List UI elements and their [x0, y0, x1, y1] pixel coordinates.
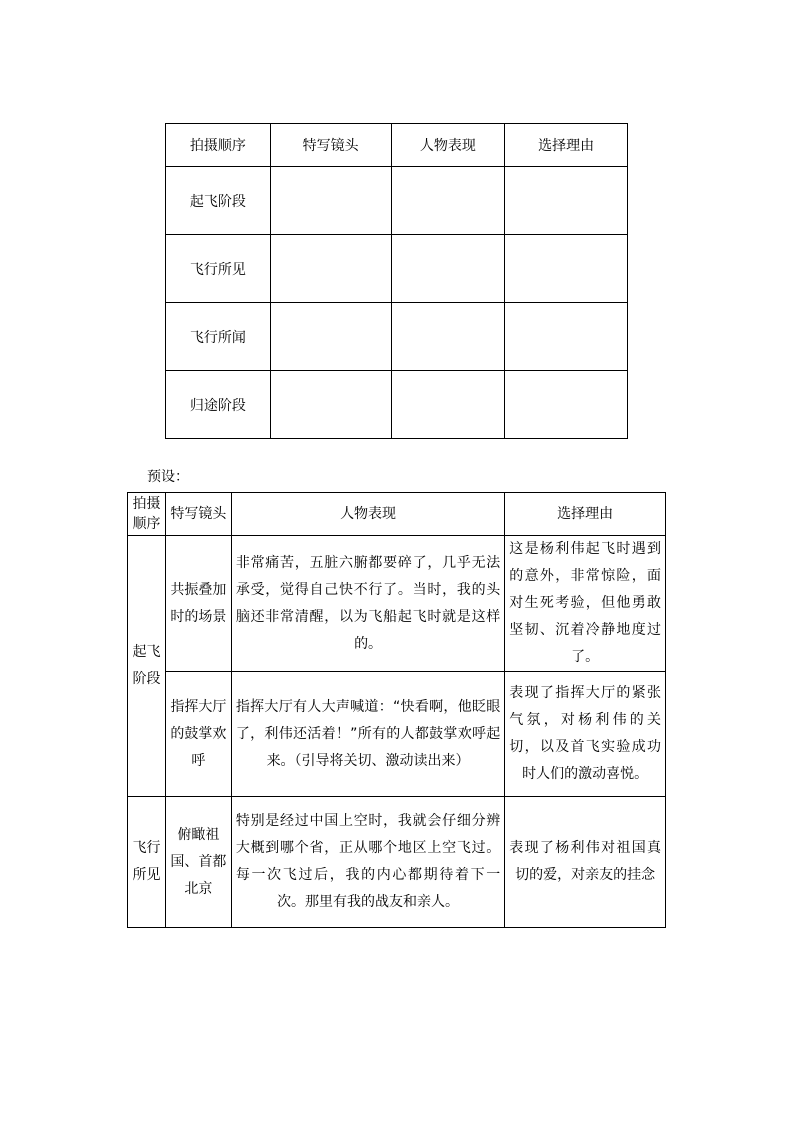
table-row [166, 371, 628, 439]
shooting-plan-table [165, 123, 628, 439]
reason-cell: 表现了指挥大厅的紧张气氛，对杨利伟的关切，以及首飞实验成功时人们的激动喜悦。 [505, 672, 666, 797]
table-row [166, 235, 628, 303]
preset-answer-table [127, 492, 666, 928]
header-shooting-order: 拍摄顺序 [128, 493, 166, 536]
row-label: 归途阶段 [166, 371, 271, 439]
row-label: 飞行所见 [166, 235, 271, 303]
table-row [128, 536, 666, 672]
header-closeup-shot: 特写镜头 [270, 124, 391, 167]
closeup-shot-cell: 指挥大厅的鼓掌欢呼 [165, 672, 231, 797]
empty-cell [505, 303, 628, 371]
empty-cell [270, 235, 391, 303]
row-label: 飞行所闻 [166, 303, 271, 371]
empty-cell [391, 371, 505, 439]
empty-cell [391, 235, 505, 303]
empty-cell [505, 235, 628, 303]
header-selection-reason: 选择理由 [505, 124, 628, 167]
empty-cell [270, 303, 391, 371]
performance-cell: 非常痛苦，五脏六腑都要碎了，几乎无法承受，觉得自己快不行了。当时，我的头脑还非常清醒，以为飞船起飞时就是这样的。 [231, 536, 504, 672]
table-header-row [128, 493, 666, 536]
reason-cell: 这是杨利伟起飞时遇到的意外，非常惊险，面对生死考验，但他勇敢坚韧、沉着冷静地度过了。 [505, 536, 666, 672]
preset-label: 预设： [147, 469, 189, 485]
empty-cell [270, 371, 391, 439]
stage-cell: 飞行所见 [128, 797, 166, 928]
row-label: 起飞阶段 [166, 167, 271, 235]
table-row [166, 167, 628, 235]
stage-cell: 起飞阶段 [128, 536, 166, 797]
header-character-performance: 人物表现 [231, 493, 504, 536]
reason-cell: 表现了杨利伟对祖国真切的爱，对亲友的挂念 [505, 797, 666, 928]
empty-cell [505, 371, 628, 439]
header-closeup-shot: 特写镜头 [165, 493, 231, 536]
table-row [128, 672, 666, 797]
empty-cell [391, 303, 505, 371]
header-shooting-order: 拍摄顺序 [166, 124, 271, 167]
header-character-performance: 人物表现 [391, 124, 505, 167]
closeup-shot-cell: 俯瞰祖国、首都北京 [165, 797, 231, 928]
empty-cell [391, 167, 505, 235]
header-selection-reason: 选择理由 [505, 493, 666, 536]
performance-cell: 特别是经过中国上空时，我就会仔细分辨大概到哪个省，正从哪个地区上空飞过。每一次飞过后，我的内心都期待着下一次。那里有我的战友和亲人。 [231, 797, 504, 928]
performance-cell: 指挥大厅有人大声喊道：“快看啊，他眨眼了，利伟还活着！”所有的人都鼓掌欢呼起来。（引导将关切、激动读出来） [231, 672, 504, 797]
empty-cell [505, 167, 628, 235]
table-row [128, 797, 666, 928]
closeup-shot-cell: 共振叠加时的场景 [165, 536, 231, 672]
table-row [166, 303, 628, 371]
empty-cell [270, 167, 391, 235]
table-header-row [166, 124, 628, 167]
